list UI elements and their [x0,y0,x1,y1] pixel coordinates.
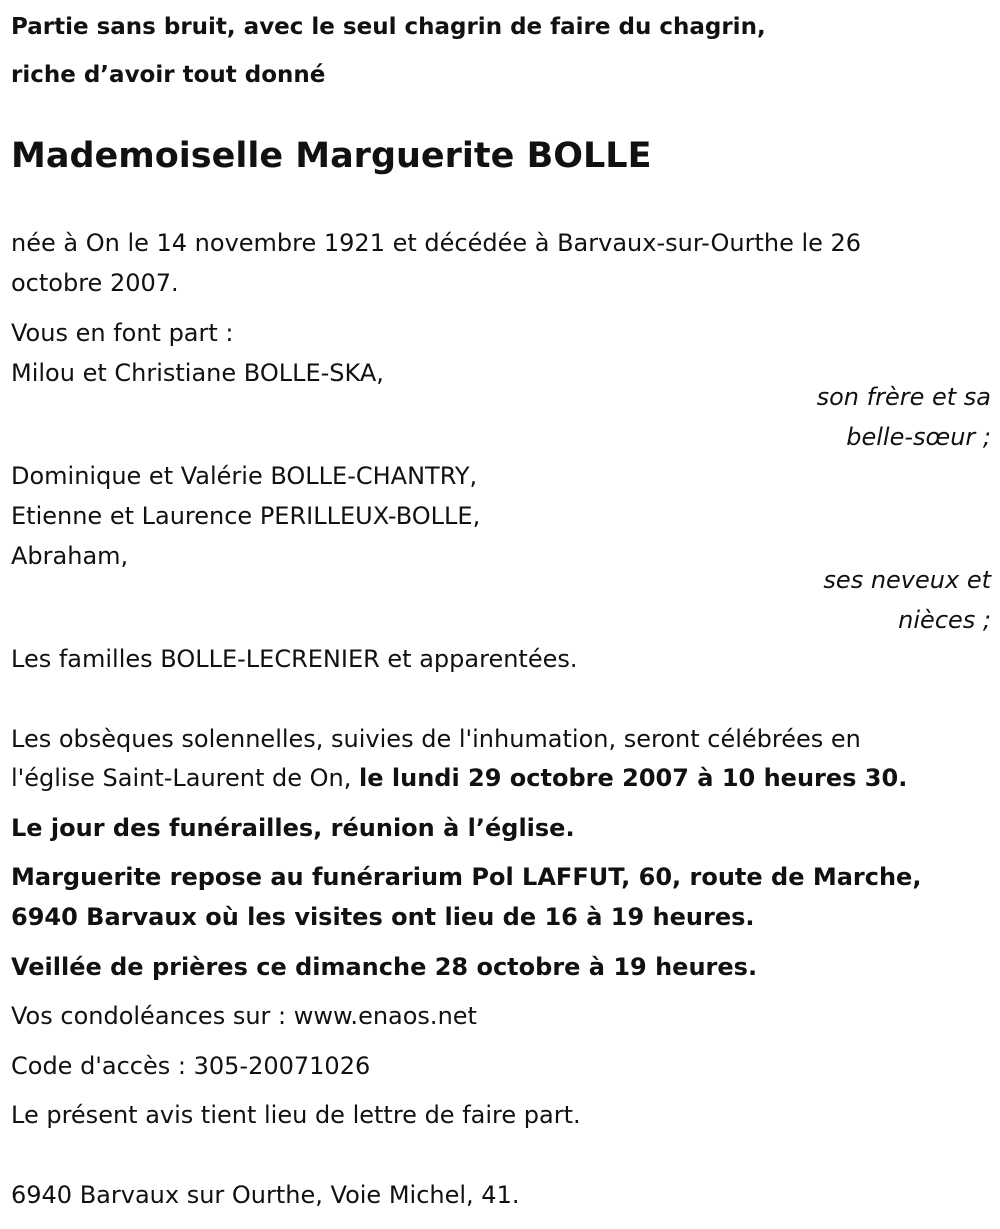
epigraph-line-1: Partie sans bruit, avec le seul chagrin de faire du chagrin, [11,14,766,40]
birth-death-line-1: née à On le 14 novembre 1921 et décédée à Barvaux-sur-Ourthe le 26 [11,229,862,257]
rest-info-line-1: Marguerite repose au funérarium Pol LAFFUT, 60, route de Marche, [11,863,922,891]
brother-role-line-1: son frère et sa [816,383,991,411]
meeting-info: Le jour des funérailles, réunion à l’église. [11,814,575,842]
funeral-place: l'église Saint-Laurent de On, [11,764,360,792]
condolences-info: Vos condoléances sur : www.enaos.net [11,1002,477,1030]
nephew-names-3: Abraham, [11,542,129,570]
vigil-info: Veillée de prières ce dimanche 28 octobre à 19 heures. [11,953,758,981]
access-code: Code d'accès : 305-20071026 [11,1052,371,1080]
nephew-names-2: Etienne et Laurence PERILLEUX-BOLLE, [11,502,481,530]
deceased-name-title: Mademoiselle Marguerite BOLLE [11,136,652,176]
funeral-datetime: le lundi 29 octobre 2007 à 10 heures 30. [359,764,908,792]
notice-statement: Le présent avis tient lieu de lettre de faire part. [11,1101,581,1129]
extended-families: Les familles BOLLE-LECRENIER et apparentées. [11,645,578,673]
epigraph-line-2: riche d’avoir tout donné [11,62,326,88]
funeral-line-1: Les obsèques solennelles, suivies de l'inhumation, seront célébrées en [11,725,861,753]
announce-intro: Vous en font part : [11,319,234,347]
rest-info-line-2: 6940 Barvaux où les visites ont lieu de 16 à 19 heures. [11,903,755,931]
birth-death-line-2: octobre 2007. [11,269,179,297]
family-address: 6940 Barvaux sur Ourthe, Voie Michel, 41. [11,1181,520,1209]
funeral-line-2 [11,763,907,793]
nephews-role-line-1: ses neveux et [823,566,991,594]
nephews-role-line-2: nièces ; [898,606,991,634]
brother-names: Milou et Christiane BOLLE-SKA, [11,359,384,387]
brother-role-line-2: belle-sœur ; [846,423,991,451]
nephew-names-1: Dominique et Valérie BOLLE-CHANTRY, [11,462,478,490]
